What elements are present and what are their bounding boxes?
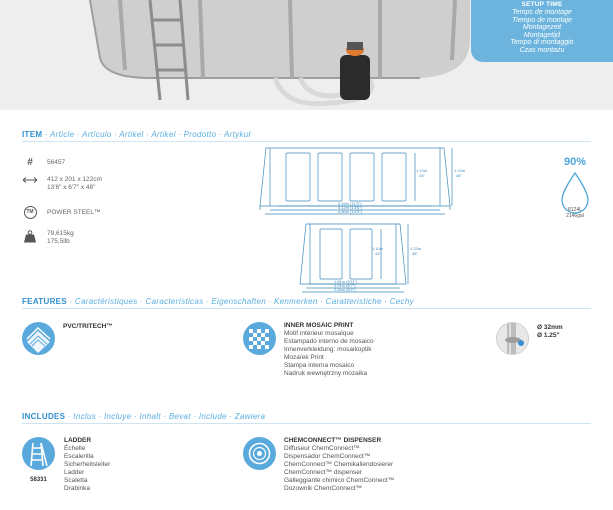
feature-mosaic — [243, 322, 374, 378]
ladder-line: Sicherheitsleiter — [64, 461, 111, 468]
dim-top-height-outer: 1.22m — [454, 168, 466, 173]
divider — [22, 423, 591, 424]
ladder-line: Drabinka — [64, 485, 91, 492]
spec-weight — [22, 230, 74, 246]
water-percent: 90% — [563, 156, 587, 168]
weight-metric: 79,615kg — [47, 230, 74, 237]
ladder-line: Ladder — [64, 469, 85, 476]
dim-top-height-inner: 1.10m — [416, 168, 428, 173]
dispenser-line: ChemConnect™ dispenser — [284, 469, 363, 476]
dim-top-width-2: 4.12m (13'6") — [338, 205, 362, 210]
ladder-line: Escalerilla — [64, 453, 94, 460]
ladder-name: LADDER — [64, 437, 92, 444]
dim-side-width-3: 2.54m (8'4") — [334, 287, 356, 292]
dispenser-line: Galleggiante chimico ChemConnect™ — [284, 477, 395, 484]
setup-time-box — [471, 0, 613, 62]
pvc-name: PVC/TRITECH™ — [63, 323, 113, 330]
setup-time-title: SETUP TIME — [521, 1, 563, 8]
item-section-title — [22, 130, 251, 139]
dim-side-width-1: 1.81m (5'11") — [334, 279, 358, 284]
dispenser-line: Diffuseur ChemConnect™ — [284, 445, 360, 452]
model-number: 56457 — [47, 159, 66, 166]
features-translations: · Caractéristiques · Características · Eigenschaften · Kenmerken · Caratteristiche · Cechy — [66, 297, 414, 306]
divider — [22, 141, 591, 142]
water-capacity — [555, 156, 595, 220]
water-gallons: 2146gal — [566, 213, 584, 219]
setup-time-line: Tiempo de montaje — [512, 16, 572, 24]
setup-time-line: Tempo di montaggio — [510, 39, 574, 47]
feature-pvc — [22, 322, 113, 355]
water-liters: 8124L — [568, 207, 582, 213]
features-section-title — [22, 297, 414, 306]
dim-side-height-outer: 1.22m — [410, 246, 422, 251]
size-imperial: 13'6" x 6'7" x 48" — [47, 184, 96, 191]
item-key: ITEM — [22, 130, 43, 139]
setup-time-line: Temps de montage — [512, 9, 572, 16]
spec-size — [22, 176, 102, 192]
divider — [22, 308, 591, 309]
setup-time-line: Montagezeit — [522, 24, 562, 32]
mosaic-line: Innenverkleidung: mosaikoptik — [284, 346, 372, 353]
dispenser-name: CHEMCONNECT™ DISPENSER — [284, 437, 382, 444]
includes-translations: · Inclus · Incluye · Inhalt · Bevat · Include · Zawiera — [65, 412, 266, 421]
dimension-arrows-icon — [22, 176, 38, 184]
mosaic-line: Motif intérieur mosaïque — [284, 330, 354, 337]
pipe-photo-icon — [496, 322, 529, 355]
trademark-symbol: TM — [24, 206, 37, 219]
pipe-size-in: Ø 1.25" — [537, 332, 560, 339]
hash-icon: # — [27, 157, 33, 168]
dim-side-height-inner: 1.10m — [372, 246, 384, 251]
weight-imperial: 175,5llb — [47, 238, 70, 245]
dim-top-height-inner-in: 43" — [419, 173, 425, 178]
dispenser-line: Dozownik ChemConnect™ — [284, 485, 363, 492]
dispenser-line: ChemConnect™ Chemikaliendosierer — [284, 461, 394, 468]
pipe-size-mm: Ø 32mm — [537, 324, 563, 331]
size-metric: 412 x 201 x 122cm — [47, 176, 102, 183]
pvc-layers-icon — [22, 322, 55, 355]
mosaic-line: Mozaïek Print — [284, 354, 324, 361]
ladder-icon — [22, 437, 55, 470]
mosaic-name: INNER MOSAIC PRINT — [284, 322, 354, 329]
trademark-icon — [22, 206, 38, 219]
dim-side-width-2: 2.01m (6'7") — [334, 283, 356, 288]
dim-top-width-3: 4.50m (14'9") — [338, 209, 362, 214]
weight-icon — [22, 230, 38, 243]
includes-key: INCLUDES — [22, 412, 66, 421]
ladder-line: Échelle — [64, 445, 86, 452]
dim-top-width-1: 3.49m (11'5") — [338, 201, 362, 206]
features-key: FEATURES — [22, 297, 67, 306]
mosaic-line: Stampa interna mosaico — [284, 362, 355, 369]
ladder-line: Scaletta — [64, 477, 88, 484]
mosaic-line: Estampado interno de mosaico — [284, 338, 374, 345]
setup-time-line: Montagetijd — [523, 31, 561, 39]
feature-pipe — [496, 322, 563, 355]
pool-dimension-diagram — [240, 144, 480, 294]
frame-name: POWER STEEL™ — [47, 209, 101, 216]
spec-model — [22, 157, 65, 168]
setup-time-line: Czas montażu — [519, 46, 565, 54]
mosaic-line: Nadruk wewnętrzny mozaika — [284, 370, 368, 377]
spec-frame — [22, 206, 100, 219]
dim-side-height-outer-in: 48" — [412, 251, 418, 256]
include-dispenser — [243, 437, 394, 493]
dispenser-line: Dispensador ChemConnect™ — [284, 453, 371, 460]
product-photo — [0, 0, 613, 110]
includes-section-title — [22, 412, 265, 421]
ladder-code: 58331 — [30, 477, 47, 483]
item-translations: · Article · Artículo · Artikel · Artikel · Prodotto · Artykuł — [42, 130, 251, 139]
chemical-dispenser-icon — [243, 437, 276, 470]
dim-side-height-inner-in: 43" — [375, 251, 381, 256]
dim-top-height-outer-in: 48" — [456, 173, 462, 178]
mosaic-print-icon — [243, 322, 276, 355]
include-ladder — [22, 437, 110, 493]
